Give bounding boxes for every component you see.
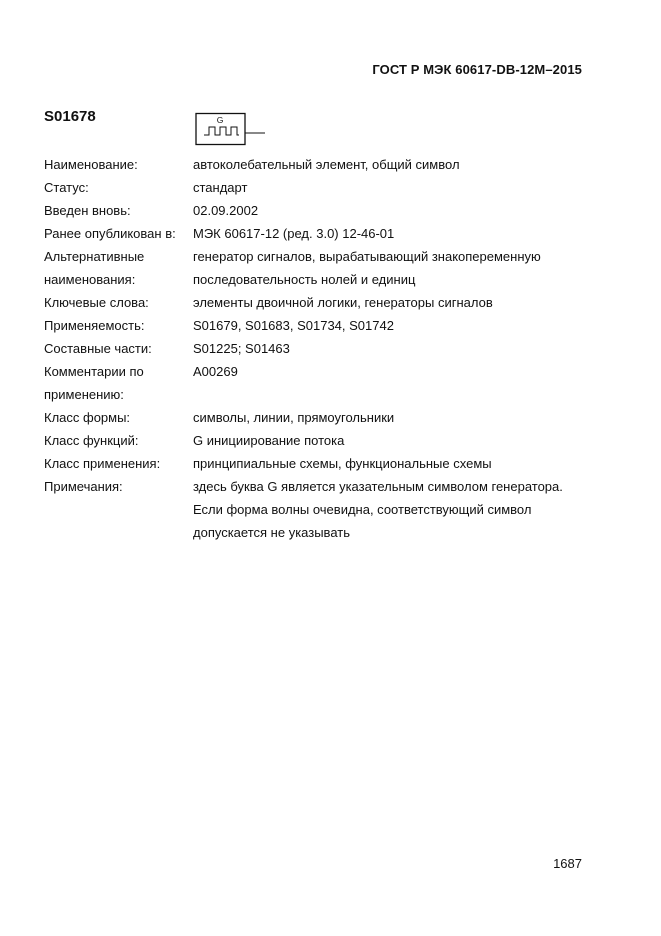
- value-line: S01679, S01683, S01734, S01742: [193, 318, 394, 333]
- attribute-row: [0, 199, 661, 222]
- label-line: Класс применения:: [44, 456, 161, 471]
- attribute-value: [193, 153, 603, 176]
- attribute-row: [0, 245, 661, 291]
- attribute-value: [193, 314, 603, 337]
- value-line: A00269: [193, 364, 238, 379]
- attribute-value: [193, 176, 603, 199]
- symbol-code: S01678: [44, 108, 96, 125]
- value-line: стандарт: [193, 180, 248, 195]
- page-number: 1687: [553, 856, 582, 871]
- attribute-value: [193, 245, 603, 291]
- attribute-row: [0, 475, 661, 544]
- value-line: автоколебательный элемент, общий символ: [193, 157, 460, 172]
- value-line: генератор сигналов, вырабатывающий знакопеременную: [193, 249, 541, 264]
- attribute-label: [0, 176, 193, 199]
- label-line: применению:: [44, 387, 124, 402]
- label-line: Класс формы:: [44, 410, 131, 425]
- value-line: S01225; S01463: [193, 341, 290, 356]
- label-line: Альтернативные: [44, 249, 145, 264]
- value-line: G инициирование потока: [193, 433, 345, 448]
- attribute-label: [0, 429, 193, 452]
- symbol-letter: G: [216, 115, 224, 125]
- value-line: здесь буква G является указательным символом генератора.: [193, 479, 563, 494]
- label-line: Примечания:: [44, 479, 123, 494]
- attribute-label: [0, 222, 193, 245]
- value-line: допускается не указывать: [193, 525, 350, 540]
- attribute-value: [193, 360, 603, 406]
- label-line: Составные части:: [44, 341, 152, 356]
- label-line: Введен вновь:: [44, 203, 131, 218]
- attribute-value: [193, 337, 603, 360]
- attribute-label: [0, 199, 193, 222]
- attribute-row: [0, 153, 661, 176]
- attribute-row: [0, 337, 661, 360]
- attribute-row: [0, 291, 661, 314]
- attribute-value: [193, 291, 603, 314]
- attribute-value: [193, 452, 603, 475]
- label-line: Ключевые слова:: [44, 295, 149, 310]
- attribute-row: [0, 314, 661, 337]
- attribute-label: [0, 314, 193, 337]
- attribute-label: [0, 245, 193, 291]
- label-line: наименования:: [44, 272, 136, 287]
- value-line: принципиальные схемы, функциональные схемы: [193, 456, 492, 471]
- attribute-row: [0, 452, 661, 475]
- value-line: символы, линии, прямоугольники: [193, 410, 395, 425]
- attribute-row: [0, 406, 661, 429]
- attribute-label: [0, 291, 193, 314]
- attribute-value: [193, 222, 603, 245]
- attribute-label: [0, 452, 193, 475]
- attribute-value: [193, 199, 603, 222]
- attribute-label: [0, 475, 193, 544]
- value-line: 02.09.2002: [193, 203, 259, 218]
- attribute-value: [193, 429, 603, 452]
- attribute-table: [0, 153, 661, 544]
- label-line: Статус:: [44, 180, 89, 195]
- attribute-label: [0, 360, 193, 406]
- oscillator-symbol-icon: [195, 112, 275, 148]
- label-line: Ранее опубликован в:: [44, 226, 176, 241]
- document-header: ГОСТ Р МЭК 60617-DB-12M–2015: [372, 62, 582, 77]
- label-line: Наименование:: [44, 157, 138, 172]
- value-line: Если форма волны очевидна, соответствующий символ: [193, 502, 532, 517]
- label-line: Класс функций:: [44, 433, 139, 448]
- value-line: последовательность нолей и единиц: [193, 272, 416, 287]
- attribute-row: [0, 222, 661, 245]
- label-line: Комментарии по: [44, 364, 144, 379]
- value-line: МЭК 60617-12 (ред. 3.0) 12-46-01: [193, 226, 395, 241]
- value-line: элементы двоичной логики, генераторы сигналов: [193, 295, 493, 310]
- attribute-row: [0, 176, 661, 199]
- attribute-row: [0, 360, 661, 406]
- attribute-value: [193, 406, 603, 429]
- attribute-label: [0, 406, 193, 429]
- attribute-value: [193, 475, 603, 544]
- label-line: Применяемость:: [44, 318, 145, 333]
- attribute-label: [0, 153, 193, 176]
- attribute-row: [0, 429, 661, 452]
- attribute-label: [0, 337, 193, 360]
